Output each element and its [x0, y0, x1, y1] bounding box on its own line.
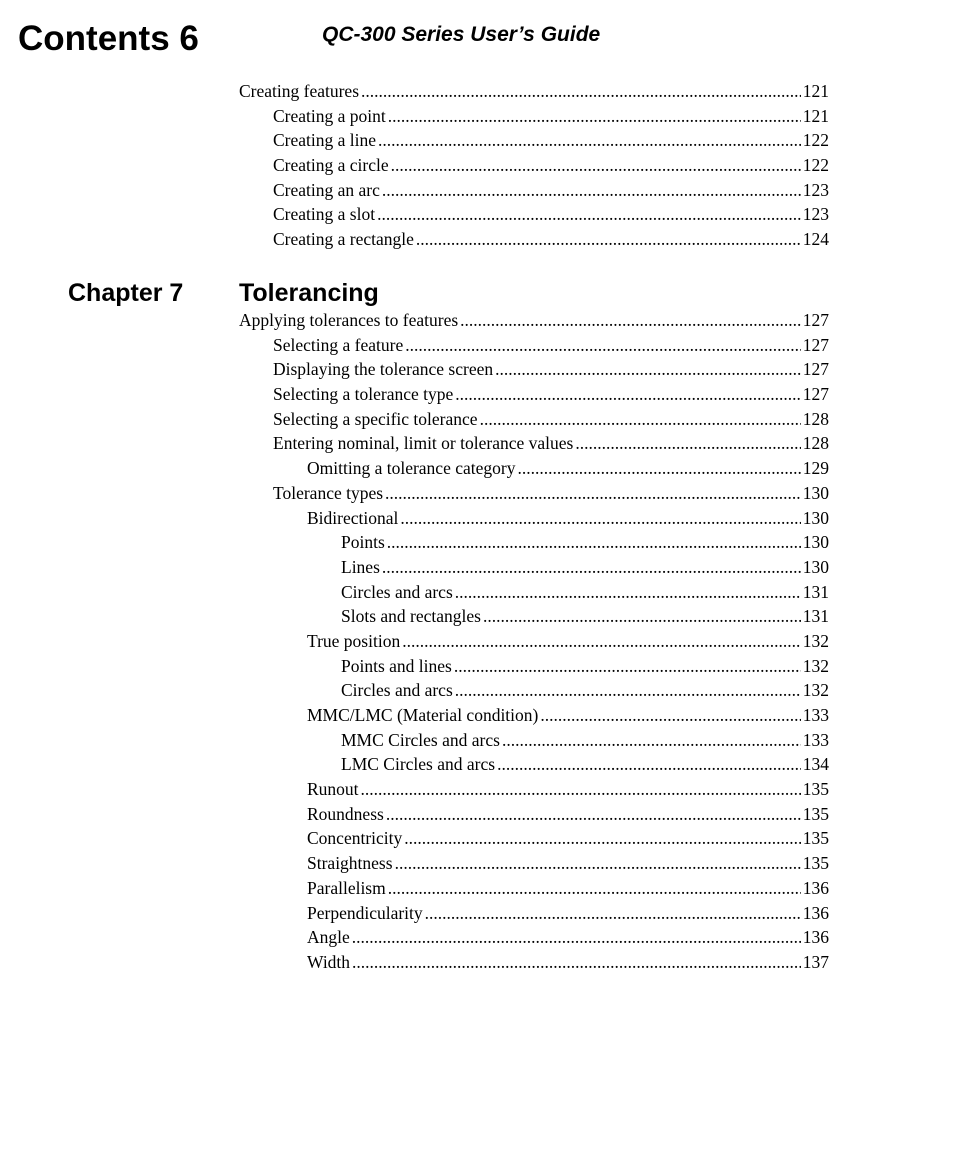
toc-entry[interactable] — [239, 555, 829, 580]
toc-entry-page: 132 — [802, 655, 829, 676]
toc-dot-leader — [400, 506, 800, 531]
chapter-label: Chapter 7 — [68, 279, 184, 307]
toc-entry-title: Bidirectional — [307, 507, 399, 528]
toc-entry-page: 127 — [802, 334, 829, 355]
toc-entry-title: Concentricity — [307, 828, 403, 849]
toc-entry-title: Displaying the tolerance screen — [273, 359, 494, 380]
toc-entry-title: Circles and arcs — [341, 581, 453, 602]
toc-entry-title: Runout — [307, 779, 359, 800]
toc-dot-leader — [497, 752, 801, 777]
toc-entry-page: 124 — [802, 229, 829, 250]
toc-entry[interactable] — [239, 950, 829, 975]
toc-entry-title: MMC Circles and arcs — [341, 729, 500, 750]
toc-entry[interactable] — [239, 654, 829, 679]
toc-dot-leader — [387, 530, 801, 555]
toc-entry-title: Angle — [307, 927, 350, 948]
toc-entry-page: 137 — [802, 951, 829, 972]
toc-dot-leader — [386, 802, 801, 827]
toc-entry-page: 136 — [802, 927, 829, 948]
toc-entry-title: Creating a slot — [273, 204, 376, 225]
toc-dot-leader — [352, 925, 801, 950]
toc-entry[interactable] — [239, 431, 829, 456]
toc-entry-page: 122 — [802, 130, 829, 151]
toc-entry-title: Parallelism — [307, 877, 386, 898]
toc-entry-title: Selecting a feature — [273, 334, 404, 355]
toc-entry-page: 135 — [802, 828, 829, 849]
toc-entry[interactable] — [239, 629, 829, 654]
toc-entry-title: Width — [307, 951, 351, 972]
toc-entry-title: Creating an arc — [273, 179, 380, 200]
toc-dot-leader — [382, 178, 801, 203]
toc-entry[interactable] — [239, 728, 829, 753]
toc-entry-title: Lines — [341, 556, 380, 577]
toc-entry[interactable] — [239, 777, 829, 802]
toc-dot-leader — [385, 481, 801, 506]
toc-dot-leader — [377, 202, 801, 227]
toc-entry[interactable] — [239, 104, 829, 129]
toc-entry-page: 132 — [802, 630, 829, 651]
toc-entry-page: 135 — [802, 803, 829, 824]
toc-entry-page: 132 — [802, 680, 829, 701]
toc-dot-leader — [455, 580, 801, 605]
toc-entry-page: 131 — [802, 606, 829, 627]
toc-entry-title: Perpendicularity — [307, 902, 423, 923]
toc-dot-leader — [517, 456, 800, 481]
toc-entry-page: 128 — [802, 433, 829, 454]
toc-entry[interactable] — [239, 357, 829, 382]
toc-dot-leader — [405, 333, 801, 358]
toc-entry-title: Applying tolerances to features — [239, 310, 459, 330]
toc-entry-title: Creating features — [239, 81, 360, 101]
toc-entry-page: 130 — [802, 532, 829, 553]
toc-entry-page: 136 — [802, 902, 829, 923]
toc-entry[interactable] — [239, 153, 829, 178]
toc-entry[interactable] — [239, 128, 829, 153]
toc-section-creating-features — [239, 79, 829, 252]
toc-entry[interactable] — [239, 826, 829, 851]
toc-dot-leader — [495, 357, 801, 382]
toc-entry[interactable] — [239, 752, 829, 777]
toc-entry[interactable] — [239, 456, 829, 481]
toc-entry-page: 123 — [802, 204, 829, 225]
toc-entry-page: 123 — [802, 179, 829, 200]
toc-dot-leader — [395, 851, 801, 876]
toc-entry-page: 127 — [802, 384, 829, 405]
toc-entry-title: Selecting a specific tolerance — [273, 408, 478, 429]
toc-dot-leader — [483, 604, 801, 629]
toc-entry-page: 128 — [802, 408, 829, 429]
toc-entry[interactable] — [239, 308, 829, 333]
toc-entry-page: 135 — [802, 853, 829, 874]
toc-dot-leader — [502, 728, 801, 753]
toc-dot-leader — [455, 678, 801, 703]
toc-entry-page: 121 — [802, 81, 829, 101]
toc-entry-title: Points and lines — [341, 655, 452, 676]
toc-entry[interactable] — [239, 925, 829, 950]
toc-dot-leader — [391, 153, 801, 178]
toc-entry[interactable] — [239, 530, 829, 555]
toc-entry-page: 122 — [802, 155, 829, 176]
toc-entry-title: Selecting a tolerance type — [273, 384, 454, 405]
toc-entry-page: 127 — [802, 359, 829, 380]
toc-entry-page: 133 — [802, 729, 829, 750]
toc-entry-page: 129 — [802, 458, 829, 479]
toc-entry-title: Points — [341, 532, 385, 553]
toc-dot-leader — [388, 104, 801, 129]
toc-entry-page: 136 — [802, 877, 829, 898]
toc-entry-title: Creating a rectangle — [273, 229, 414, 250]
toc-entry-page: 135 — [802, 779, 829, 800]
toc-dot-leader — [402, 629, 801, 654]
toc-entry[interactable] — [239, 876, 829, 901]
toc-entry-page: 130 — [802, 482, 829, 503]
toc-entry[interactable] — [239, 333, 829, 358]
toc-entry-title: Straightness — [307, 853, 393, 874]
toc-dot-leader — [425, 901, 801, 926]
toc-dot-leader — [575, 431, 800, 456]
toc-entry-page: 131 — [802, 581, 829, 602]
toc-entry-title: Entering nominal, limit or tolerance values — [273, 433, 574, 454]
toc-entry-page: 134 — [802, 754, 829, 775]
toc-entry-page: 127 — [802, 310, 829, 330]
toc-dot-leader — [455, 382, 800, 407]
toc-entry-title: Creating a point — [273, 105, 386, 126]
toc-entry[interactable] — [239, 604, 829, 629]
toc-entry-title: True position — [307, 630, 401, 651]
toc-dot-leader — [480, 407, 801, 432]
toc-dot-leader — [361, 79, 801, 104]
toc-dot-leader — [378, 128, 801, 153]
toc-entry[interactable] — [239, 79, 829, 104]
toc-dot-leader — [416, 227, 801, 252]
toc-entry[interactable] — [239, 227, 829, 252]
chapter-title: Tolerancing — [239, 279, 379, 307]
toc-entry-page: 130 — [802, 507, 829, 528]
toc-dot-leader — [388, 876, 801, 901]
toc-entry-title: Creating a line — [273, 130, 377, 151]
toc-entry-title: MMC/LMC (Material condition) — [307, 705, 539, 725]
toc-section-tolerancing — [239, 308, 829, 975]
toc-entry[interactable] — [239, 703, 829, 728]
toc-entry-title: Creating a circle — [273, 155, 389, 176]
toc-entry-title: Omitting a tolerance category — [307, 458, 516, 479]
guide-title: QC-300 Series User’s Guide — [322, 23, 601, 46]
toc-entry[interactable] — [239, 851, 829, 876]
toc-entry-title: Tolerance types — [273, 482, 384, 503]
toc-entry[interactable] — [239, 407, 829, 432]
toc-entry[interactable] — [239, 506, 829, 531]
toc-entry[interactable] — [239, 580, 829, 605]
toc-entry[interactable] — [239, 382, 829, 407]
toc-entry-title: LMC Circles and arcs — [341, 754, 496, 775]
toc-entry[interactable] — [239, 802, 829, 827]
toc-entry-page: 121 — [802, 105, 829, 126]
toc-dot-leader — [454, 654, 801, 679]
toc-entry[interactable] — [239, 202, 829, 227]
toc-dot-leader — [361, 777, 801, 802]
toc-dot-leader — [540, 703, 800, 728]
toc-entry[interactable] — [239, 481, 829, 506]
toc-entry-title: Circles and arcs — [341, 680, 453, 701]
toc-dot-leader — [382, 555, 801, 580]
toc-entry[interactable] — [239, 678, 829, 703]
toc-entry-title: Roundness — [307, 803, 384, 824]
toc-entry[interactable] — [239, 178, 829, 203]
toc-dot-leader — [352, 950, 801, 975]
toc-entry-page: 130 — [802, 556, 829, 577]
toc-dot-leader — [460, 308, 801, 333]
toc-dot-leader — [404, 826, 800, 851]
page-heading: Contents 6 — [18, 19, 199, 58]
toc-entry[interactable] — [239, 901, 829, 926]
toc-entry-title: Slots and rectangles — [341, 606, 481, 627]
toc-entry-page: 133 — [802, 705, 829, 725]
